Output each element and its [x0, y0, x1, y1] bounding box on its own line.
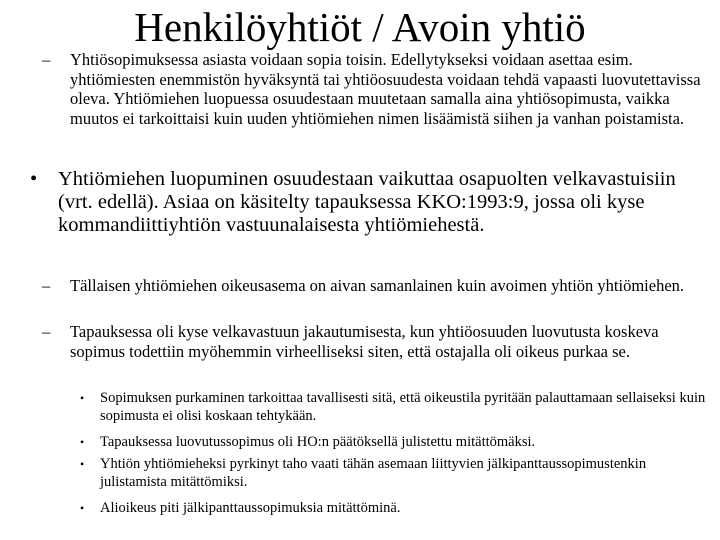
sub-bullet-item-text: Tapauksessa luovutussopimus oli HO:n päätöksellä julistettu mitättömäksi.	[100, 434, 536, 450]
dash-item-text: Yhtiösopimuksessa asiasta voidaan sopia toisin. Edellytykseksi voidaan asettaa esim. yhtiömiesten enemmistön hyväksyntä tai yhtiöosuudesta voidaan tehdä vapaasti luovutettavissa oleva. Yhtiömiehen luopuessa osuudestaan muutetaan samalla aina yhtiösopimusta, vaikka muutos ei tarkoittaisi kuin uuden yhtiömiehen nimen lisäämistä siihen ja vanhan poistamista.	[70, 50, 701, 128]
bullet-icon: •	[80, 457, 85, 471]
dash-item	[42, 276, 714, 296]
sub-bullet-item	[80, 390, 712, 425]
dash-item-text: Tapauksessa oli kyse velkavastuun jakautumisesta, kun yhtiöosuuden luovutusta koskeva sopimus todettiin myöhemmin virheelliseksi siten, että ostajalla oli oikeus purkaa se.	[70, 322, 659, 361]
bullet-item	[30, 168, 710, 237]
dash-item	[42, 322, 716, 361]
sub-bullet-item-text: Yhtiön yhtiömieheksi pyrkinyt taho vaati tähän asemaan liittyvien jälkipanttaussopimustenkin julistamista mitättömiksi.	[100, 456, 647, 490]
sub-bullet-item-text: Sopimuksen purkaminen tarkoittaa tavallisesti sitä, että oikeustila pyritään palauttamaan sellaiseksi kuin sopimusta ei olisi koskaan tehtykään.	[100, 390, 706, 424]
dash-marker: –	[42, 322, 51, 341]
bullet-icon: •	[80, 501, 85, 515]
bullet-icon: •	[80, 435, 85, 449]
sub-bullet-item	[80, 456, 712, 491]
dash-marker: –	[42, 50, 51, 69]
bullet-icon: •	[30, 168, 38, 190]
sub-bullet-item	[80, 500, 712, 518]
dash-marker: –	[42, 276, 51, 295]
slide-title: Henkilöyhtiöt / Avoin yhtiö	[134, 4, 586, 50]
sub-bullet-item	[80, 434, 712, 452]
dash-item	[42, 50, 714, 128]
bullet-item-text: Yhtiömiehen luopuminen osuudestaan vaikuttaa osapuolten velkavastuisiin (vrt. edellä). Asiaa on käsitelty tapauksessa KKO:1993:9, jossa oli kyse kommandiittiyhtiön vastuunalaisesta yhtiömiehestä.	[58, 168, 676, 236]
bullet-icon: •	[80, 391, 85, 405]
sub-bullet-item-text: Alioikeus piti jälkipanttaussopimuksia mitättöminä.	[100, 500, 401, 516]
dash-item-text: Tällaisen yhtiömiehen oikeusasema on aivan samanlainen kuin avoimen yhtiön yhtiömiehen.	[70, 276, 685, 295]
